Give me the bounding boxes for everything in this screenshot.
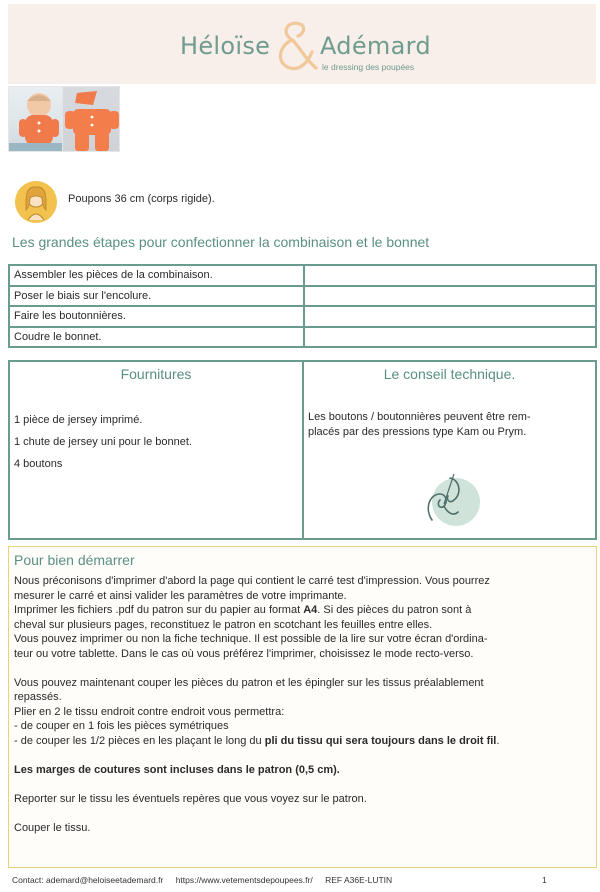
text-line: Vous pouvez maintenant couper les pièces du patron et les épingler sur les tissus préalablement xyxy=(14,676,484,689)
text-line: Les marges de coutures sont incluses dans le patron (0,5 cm). xyxy=(14,763,340,776)
step-note-cell xyxy=(304,286,596,307)
footer-url[interactable]: https://www.vetementsdepoupees.fr/ xyxy=(175,875,313,885)
brand-tagline: le dressing des poupées xyxy=(322,62,415,72)
footer-contact: Contact: ademard@heloiseetademard.fr xyxy=(12,875,164,885)
step-note-cell xyxy=(304,306,596,327)
text-line: Imprimer les fichiers .pdf du patron sur du papier au format A4. Si des pièces du patron sont à xyxy=(14,604,472,616)
doll-size-label: Poupons 36 cm (corps rigide). xyxy=(68,193,215,205)
footer xyxy=(12,875,547,885)
text-line: Couper le tissu. xyxy=(14,821,91,834)
getting-started-text xyxy=(14,574,592,835)
brand-name-right: Adémard xyxy=(320,32,431,60)
doll-size-icon xyxy=(14,180,58,224)
page-number: 1 xyxy=(542,875,547,885)
text-line: - de couper les 1/2 pièces en les plaçant le long du pli du tissu qui sera toujours dans le droit fil. xyxy=(14,734,500,747)
text-line: Reporter sur le tissu les éventuels repères que vous voyez sur le patron. xyxy=(14,792,367,805)
table-row xyxy=(9,327,596,348)
text-line: cheval sur plusieurs pages, reconstituez le patron en scotchant les feuilles entre elles. xyxy=(14,618,433,631)
table-row xyxy=(9,286,596,307)
footer-ref: REF A36E-LUTIN xyxy=(325,875,393,885)
step-cell: Coudre le bonnet. xyxy=(9,327,304,348)
supply-item: 1 chute de jersey uni pour le bonnet. xyxy=(14,436,192,448)
tech-tip-line: placés par des pressions type Kam ou Prym. xyxy=(308,426,527,438)
brand-name-left: Héloïse xyxy=(180,32,271,60)
outfit-photo xyxy=(62,86,120,152)
getting-started-box xyxy=(8,546,597,868)
table-row xyxy=(9,265,596,286)
step-cell: Assembler les pièces de la combinaison. xyxy=(9,265,304,286)
supplies-box xyxy=(8,360,304,540)
step-note-cell xyxy=(304,327,596,348)
text-line: Nous préconisons d'imprimer d'abord la page qui contient le carré test d'impression. Vous pourrez xyxy=(14,575,490,587)
supplies-title: Fournitures xyxy=(120,366,192,382)
step-cell: Poser le biais sur l'encolure. xyxy=(9,286,304,307)
text-line: repassés. xyxy=(14,691,62,703)
header-banner xyxy=(8,4,596,84)
ampersand-logo-icon xyxy=(270,18,318,76)
doll-photo-front xyxy=(8,86,66,152)
supply-item: 1 pièce de jersey imprimé. xyxy=(14,414,143,426)
text-line: Plier en 2 le tissu endroit contre endroit vous permettra: xyxy=(14,705,285,718)
tech-tip-text xyxy=(308,410,590,440)
step-cell: Faire les boutonnières. xyxy=(9,306,304,327)
text-line: mesurer le carré et ainsi valider les paramètres de votre imprimante. xyxy=(14,589,347,602)
supply-item: 4 boutons xyxy=(14,458,63,470)
tech-tip-line: Les boutons / boutonnières peuvent être rem- xyxy=(308,411,531,423)
text-line: teur ou votre tablette. Dans le cas où vous préférez l'imprimer, choisissez le mode recto-verso. xyxy=(14,647,474,660)
tech-tip-box xyxy=(302,360,597,540)
steps-table xyxy=(8,264,597,348)
sewing-hand-icon xyxy=(414,464,484,534)
text-line: Vous pouvez imprimer ou non la fiche technique. Il est possible de la lire sur votre écran d'ordina- xyxy=(14,633,488,645)
steps-section-title: Les grandes étapes pour confectionner la combinaison et le bonnet xyxy=(12,234,430,250)
text-line: - de couper en 1 fois les pièces symétriques xyxy=(14,720,229,732)
table-row xyxy=(9,306,596,327)
getting-started-title: Pour bien démarrer xyxy=(14,552,135,568)
tech-tip-title: Le conseil technique. xyxy=(383,366,516,382)
step-note-cell xyxy=(304,265,596,286)
